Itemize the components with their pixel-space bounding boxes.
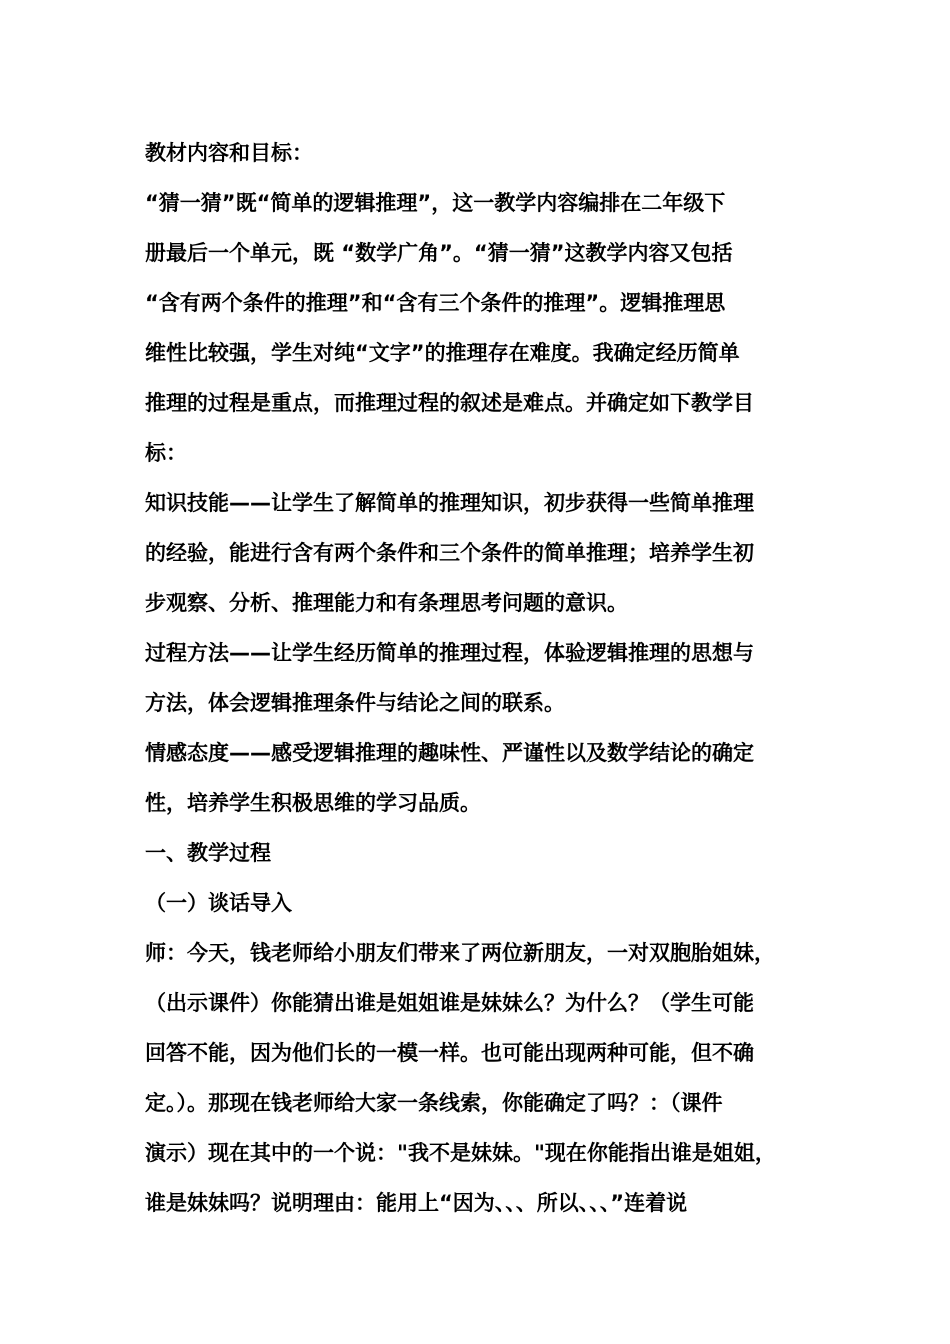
paragraph-line: 回答不能，因为他们长的一模一样。也可能出现两种可能，但不确 xyxy=(145,1041,754,1065)
goal-process-line: 方法，体会逻辑推理条件与结论之间的联系。 xyxy=(145,691,565,715)
paragraph-line: 师：今天，钱老师给小朋友们带来了两位新朋友，一对双胞胎姐妹， xyxy=(145,941,775,965)
paragraph-line: 维性比较强，学生对纯“文字”的推理存在难度。我确定经历简单 xyxy=(145,341,740,365)
subsection-heading-intro: （一）谈话导入 xyxy=(145,891,292,915)
goal-knowledge-line: 知识技能——让学生了解简单的推理知识，初步获得一些简单推理 xyxy=(145,491,754,515)
goal-knowledge-line: 的经验，能进行含有两个条件和三个条件的简单推理；培养学生初 xyxy=(145,541,754,565)
document-body xyxy=(145,128,810,1228)
heading-materials-goals: 教材内容和目标： xyxy=(145,141,313,165)
paragraph-line: 演示）现在其中的一个说："我不是妹妹。"现在你能指出谁是姐姐， xyxy=(145,1141,776,1165)
paragraph-line: “含有两个条件的推理”和“含有三个条件的推理”。逻辑推理思 xyxy=(145,291,726,315)
paragraph-line: 定。）。那现在钱老师给大家一条线索，你能确定了吗？：（课件 xyxy=(145,1091,723,1115)
paragraph-line: 谁是妹妹吗？说明理由：能用上“因为、、、所以、、、”连着说 xyxy=(145,1191,688,1215)
goal-attitude-line: 性，培养学生积极思维的学习品质。 xyxy=(145,791,481,815)
goal-process-line: 过程方法——让学生经历简单的推理过程，体验逻辑推理的思想与 xyxy=(145,641,754,665)
paragraph-line: 册最后一个单元，既 “数学广角”。“猜一猜”这教学内容又包括 xyxy=(145,241,733,265)
section-heading-teaching-process: 一、教学过程 xyxy=(145,841,271,865)
goal-attitude-line: 情感态度——感受逻辑推理的趣味性、严谨性以及数学结论的确定 xyxy=(145,741,754,765)
paragraph-line: “猜一猜”既“简单的逻辑推理”，这一教学内容编排在二年级下 xyxy=(145,191,726,215)
paragraph-line: （出示课件）你能猜出谁是姐姐谁是妹妹么？为什么？（学生可能 xyxy=(145,991,754,1015)
goal-knowledge-line: 步观察、分析、推理能力和有条理思考问题的意识。 xyxy=(145,591,628,615)
paragraph-line: 推理的过程是重点，而推理过程的叙述是难点。并确定如下教学目 xyxy=(145,391,754,415)
paragraph-line: 标： xyxy=(145,441,187,465)
